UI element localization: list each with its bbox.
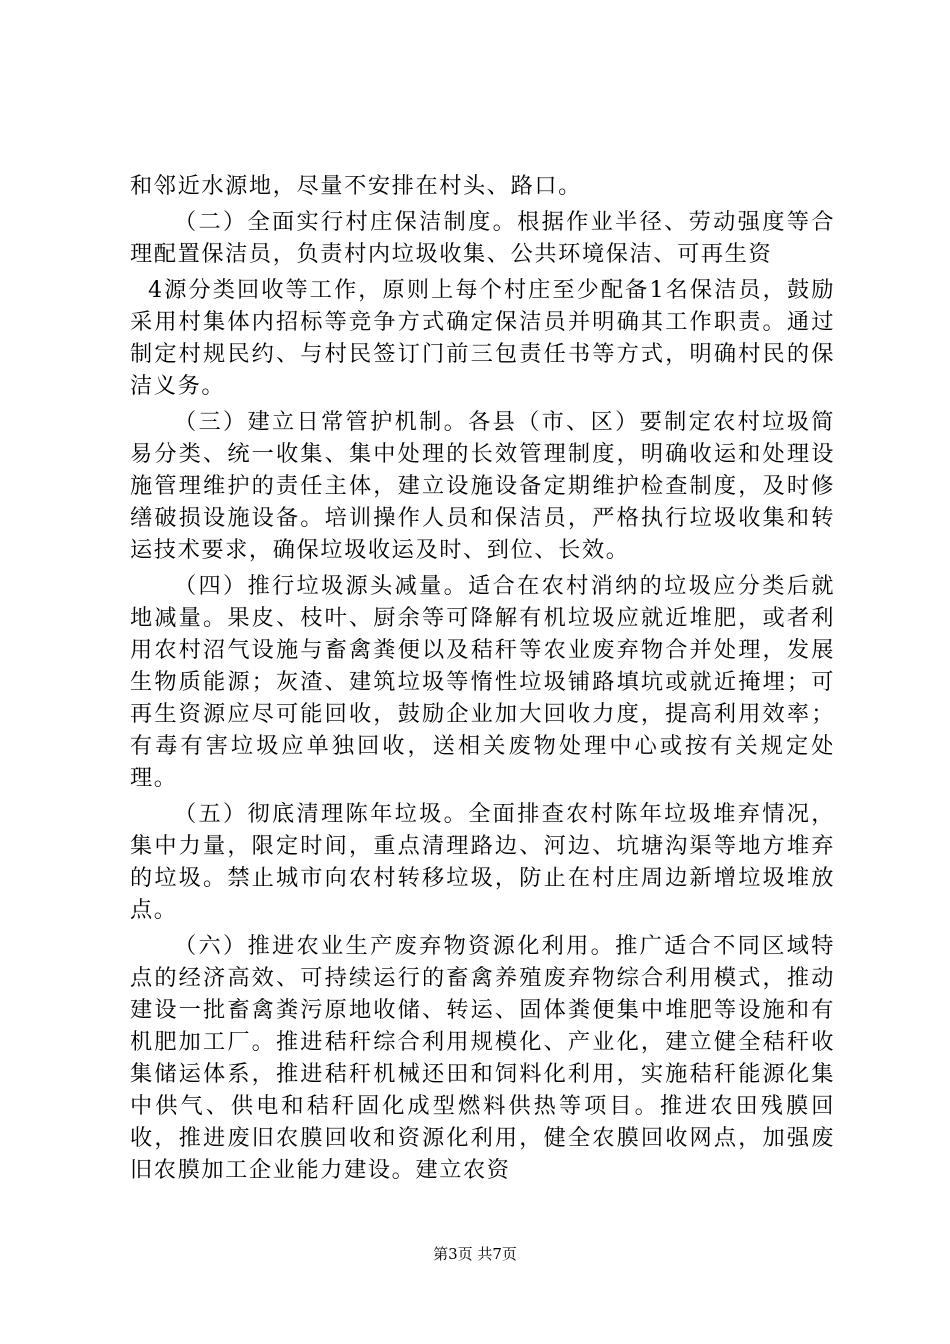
paragraph-section-2: （二）全面实行村庄保洁制度。根据作业半径、劳动强度等合理配置保洁员，负责村内垃圾收集、公共环境保洁、可再生资 [130,209,835,267]
paragraph-section-5: （五）彻底清理陈年垃圾。全面排查农村陈年垃圾堆弃情况，集中力量，限定时间，重点清理路边、河边、坑塘沟渠等地方堆弃的垃圾。禁止城市向农村转移垃圾，防止在村庄周边新增垃圾堆放点。 [130,801,835,923]
paragraph-section-3: （三）建立日常管护机制。各县（市、区）要制定农村垃圾简易分类、统一收集、集中处理的长效管理制度，明确收运和处理设施管理维护的责任主体，建立设施设备定期维护检查制度，及时修缮破损设施设备。培训操作人员和保洁员，严格执行垃圾收集和转运技术要求，确保垃圾收运及时、到位、长效。 [130,409,835,563]
page-number: 第3页 共7页 [433,1245,517,1263]
paragraph-section-2-cont: 4源分类回收等工作，原则上每个村庄至少配备1名保洁员，鼓励采用村集体内招标等竞争方式确定保洁员并明确其工作职责。通过制定村规民约、与村民签订门前三包责任书等方式，明确村民的保洁义务。 [130,277,835,399]
document-body [130,170,835,1186]
paragraph-continuation: 和邻近水源地，尽量不安排在村头、路口。 [130,173,582,199]
paragraph-section-4: （四）推行垃圾源头减量。适合在农村消纳的垃圾应分类后就地减量。果皮、枝叶、厨余等可降解有机垃圾应就近堆肥，或者利用农村沼气设施与畜禽粪便以及秸秆等农业废弃物合并处理，发展生物质能源；灰渣、建筑垃圾等惰性垃圾铺路填坑或就近掩埋；可再生资源应尽可能回收，鼓励企业加大回收力度，提高利用效率；有毒有害垃圾应单独回收，送相关废物处理中心或按有关规定处理。 [130,573,835,791]
paragraph-section-6: （六）推进农业生产废弃物资源化利用。推广适合不同区域特点的经济高效、可持续运行的畜禽养殖废弃物综合利用模式，推动建设一批畜禽粪污原地收储、转运、固体粪便集中堆肥等设施和有机肥加工厂。推进秸秆综合利用规模化、产业化，建立健全秸秆收集储运体系，推进秸秆机械还田和饲料化利用，实施秸秆能源化集中供气、供电和秸秆固化成型燃料供热等项目。推进农田残膜回收，推进废旧农膜回收和资源化利用，健全农膜回收网点，加强废旧农膜加工企业能力建设。建立农资 [130,933,835,1183]
page-footer [0,1244,950,1264]
